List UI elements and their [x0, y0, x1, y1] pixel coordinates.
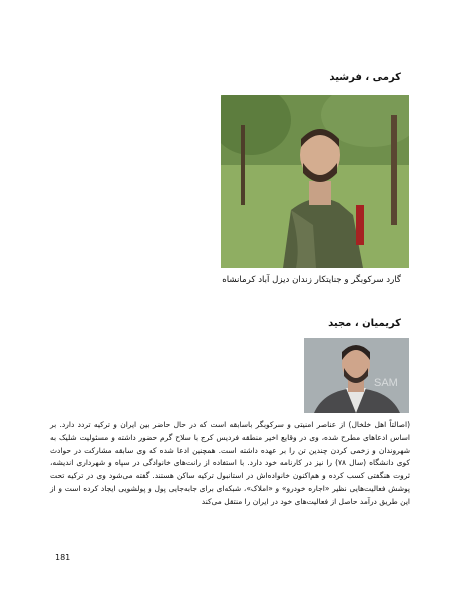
profile-photo: [304, 338, 409, 413]
profile-name-heading: کریمیان ، مجید: [328, 318, 401, 329]
profile-name-heading: کرمی ، فرشید: [329, 72, 401, 83]
photo-caption: گارد سرکوبگر و جنایتکار زندان دیزل آباد کرمانشاه: [222, 275, 401, 285]
profile-bio: (اصالتاً اهل خلخال) از عناصر امنیتی و سرکوبگر باسابقه است که در حال حاضر بین ایران و ترکیه تردد دارد. بر اساس ادعاهای مطرح شده، وی در وقایع اخیر منطقه فردیس کرج با سلاح گرم حضور داشته و مسئولیت شلیک به شهروندان و زخمی کردن چندین تن را بر عهده داشته است. همچنین ادعا شده که وی سابقه مشارکت در حوادث کوی دانشگاه (سال ۷۸) را نیز در کارنامه خود دارد. با استفاده از رانت‌های خانوادگی در سپاه و شهرداری اندیشه، ثروت هنگفتی کسب کرده و هم‌اکنون خانواده‌اش در استانبول ترکیه ساکن هستند. گفته می‌شود وی در ترکیه تحت پوشش فعالیت‌هایی نظیر «اجاره خودرو» و «املاک»، شبکه‌ای برای جابه‌جایی پول و پولشویی ایجاد کرده است و از این طریق درآمد حاصل از فعالیت‌های خود در ایران را منتقل می‌کند: [50, 420, 410, 506]
page-number: 181: [55, 553, 71, 562]
profile-photo: [221, 95, 409, 268]
photo-watermark: SAM: [374, 377, 398, 389]
